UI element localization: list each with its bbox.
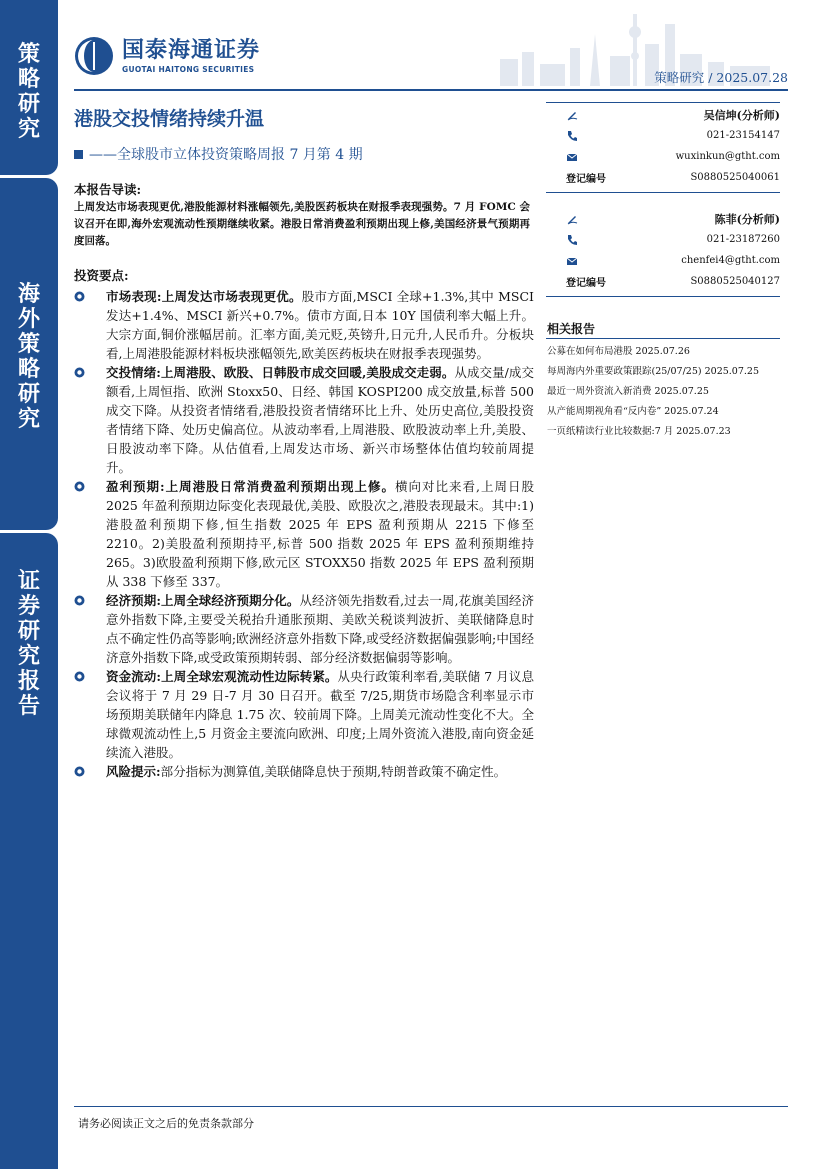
- footer-divider: [74, 1106, 788, 1107]
- company-name-cn: 国泰海通证券: [122, 37, 261, 63]
- pen-icon: [566, 109, 578, 121]
- analyst-reg-label: 登记编号: [566, 278, 606, 289]
- key-point-text: 从央行政策利率看,美联储 7 月议息会议将于 7 月 29 日-7 月 30 日召开。截至 7/25,期货市场隐含利率显示市场预期美联储年内降息 1.75 次、较前周下降。上周美元流动性变化不大。全球微观流动性上,5 月资金主要流向欧洲、印度;上周外资流入港股,南向资金延续流入港股。: [106, 669, 534, 760]
- logo-mark-icon: [74, 36, 114, 76]
- analyst-email: chenfei4@gtht.com: [681, 255, 780, 266]
- report-category: 策略研究: [654, 70, 705, 85]
- point-bullet-icon: [74, 481, 85, 492]
- point-bullet-icon: [74, 291, 85, 302]
- key-point-label: 资金流动:上周全球宏观流动性边际转紧。: [106, 669, 338, 684]
- side-tab-report-label: 证券研究报告: [17, 568, 40, 719]
- point-bullet-icon: [74, 595, 85, 606]
- analyst-reg-no: S0880525040061: [690, 172, 780, 183]
- header-divider: [74, 89, 788, 91]
- related-report-link[interactable]: 公募在如何布局港股 2025.07.26: [547, 346, 690, 357]
- point-bullet-icon: [74, 367, 85, 378]
- related-reports-list: [547, 344, 783, 444]
- email-icon: [566, 151, 578, 163]
- related-divider: [546, 338, 780, 339]
- side-tab-strategy-label: 策略研究: [17, 41, 40, 142]
- related-reports-heading: 相关报告: [547, 322, 596, 336]
- key-point-text: 从成交量/成交额看,上周恒指、欧洲 Stoxx50、日经、韩国 KOSPI200 成交放量,标普 500 成交下降。从投资者情绪看,港股投资者情绪环比上升、处历史高位,美股投资者情绪下降、处历史偏高位。从波动率看,上周港股、欧股波动率上升,美股、日股波动率下降。从估值看,上周发达市场、新兴市场整体估值均较前周提升。: [106, 365, 534, 475]
- key-point-label: 经济预期:上周全球经济预期分化。: [106, 593, 300, 608]
- analyst-card: [566, 208, 780, 292]
- pen-icon: [566, 213, 578, 225]
- square-bullet-icon: [74, 150, 83, 159]
- key-point-item: [74, 287, 534, 363]
- analyst-divider: [546, 296, 780, 297]
- related-report-link[interactable]: 从产能周期视角看“反内卷” 2025.07.24: [547, 406, 719, 417]
- related-report-link[interactable]: 一页纸精读行业比较数据:7 月 2025.07.23: [547, 426, 731, 437]
- key-points-heading: 投资要点:: [74, 268, 129, 283]
- analyst-reg-label: 登记编号: [566, 174, 606, 185]
- side-tab-overseas-label: 海外策略研究: [17, 281, 40, 432]
- phone-icon: [566, 130, 578, 142]
- point-bullet-icon: [74, 766, 85, 777]
- analyst-divider: [546, 102, 780, 103]
- analyst-name: 吴信坤(分析师): [703, 108, 780, 122]
- company-name-en: GUOTAI HAITONG SECURITIES: [122, 64, 255, 74]
- side-tab-strategy: [0, 0, 58, 175]
- report-subtitle-row: [74, 144, 363, 164]
- report-date: 2025.07.28: [716, 70, 788, 85]
- analyst-email: wuxinkun@gtht.com: [675, 151, 780, 162]
- analyst-card: [566, 104, 780, 188]
- key-point-label: 盈利预期:上周港股日常消费盈利预期出现上修。: [106, 479, 396, 494]
- related-report-link[interactable]: 每周海内外重要政策跟踪(25/07/25) 2025.07.25: [547, 366, 759, 377]
- key-point-item: [74, 667, 534, 762]
- header-separator: /: [708, 70, 713, 85]
- analyst-reg-no: S0880525040127: [690, 276, 780, 287]
- disclaimer-note: 请务必阅读正文之后的免责条款部分: [78, 1117, 254, 1130]
- key-point-item: [74, 477, 534, 591]
- analyst-phone: 021-23187260: [706, 234, 780, 245]
- key-point-label: 风险提示:: [106, 764, 161, 779]
- report-subtitle: ——全球股市立体投资策略周报 7 月第 4 期: [89, 147, 363, 163]
- analyst-name: 陈菲(分析师): [714, 212, 780, 226]
- analyst-divider: [546, 192, 780, 193]
- email-icon: [566, 255, 578, 267]
- side-tab-securities-report: [0, 533, 58, 1169]
- key-point-item: [74, 591, 534, 667]
- guide-heading: 本报告导读:: [74, 182, 142, 197]
- key-points-list: [74, 287, 534, 781]
- related-report-link[interactable]: 最近一周外资流入新消费 2025.07.25: [547, 386, 709, 397]
- phone-icon: [566, 234, 578, 246]
- key-point-text: 股市方面,MSCI 全球+1.3%,其中 MSCI 发达+1.4%、MSCI 新兴+0.7%。债市方面,日本 10Y 国债利率大幅上升。大宗方面,铜价涨幅居前。汇率方面,美元贬,英镑升,日元升,人民币升。分板块看,上周港股能源材料板块涨幅领先,欧美医药板块在财报季表现强势。: [106, 289, 534, 361]
- analyst-phone: 021-23154147: [706, 130, 780, 141]
- side-tab-overseas-strategy: [0, 178, 58, 530]
- company-logo: [74, 36, 260, 76]
- key-point-label: 市场表现:上周发达市场表现更优。: [106, 289, 302, 304]
- key-point-text: 横向对比来看,上周日股 2025 年盈利预期边际变化表现最优,美股、欧股次之,港股表现最末。其中:1)港股盈利预期下修,恒生指数 2025 年 EPS 盈利预期从 2215 下修至 2210。2)美股盈利预期持平,标普 500 指数 2025 年 EPS 盈利预期维持 265。3)欧股盈利预期下修,欧元区 STOXX50 指数 2025 年 EPS 盈利预期从 338 下修至 337。: [106, 479, 534, 589]
- report-category-date: [654, 68, 788, 86]
- report-title: 港股交投情绪持续升温: [74, 108, 265, 130]
- point-bullet-icon: [74, 671, 85, 682]
- key-point-text: 从经济领先指数看,过去一周,花旗美国经济意外指数下降,主要受关税抬升通胀预期、美欧关税谈判波折、美联储降息时点不确定性仍高等影响;欧洲经济意外指数下降,或受经济数据偏强影响;中国经济意外指数下降,或受政策预期转弱、部分经济数据偏弱等影响。: [106, 593, 534, 665]
- guide-text: 上周发达市场表现更优,港股能源材料涨幅领先,美股医药板块在财报季表现强势。7 月 FOMC 会议召开在即,海外宏观流动性预期继续收紧。港股日常消费盈利预期出现上修,美国经济景气预期再度回落。: [74, 201, 530, 247]
- key-point-text: 部分指标为测算值,美联储降息快于预期,特朗普政策不确定性。: [160, 764, 507, 779]
- key-point-label: 交投情绪:上周港股、欧股、日韩股市成交回暖,美股成交走弱。: [106, 365, 455, 380]
- key-point-item: [74, 762, 534, 781]
- key-point-item: [74, 363, 534, 477]
